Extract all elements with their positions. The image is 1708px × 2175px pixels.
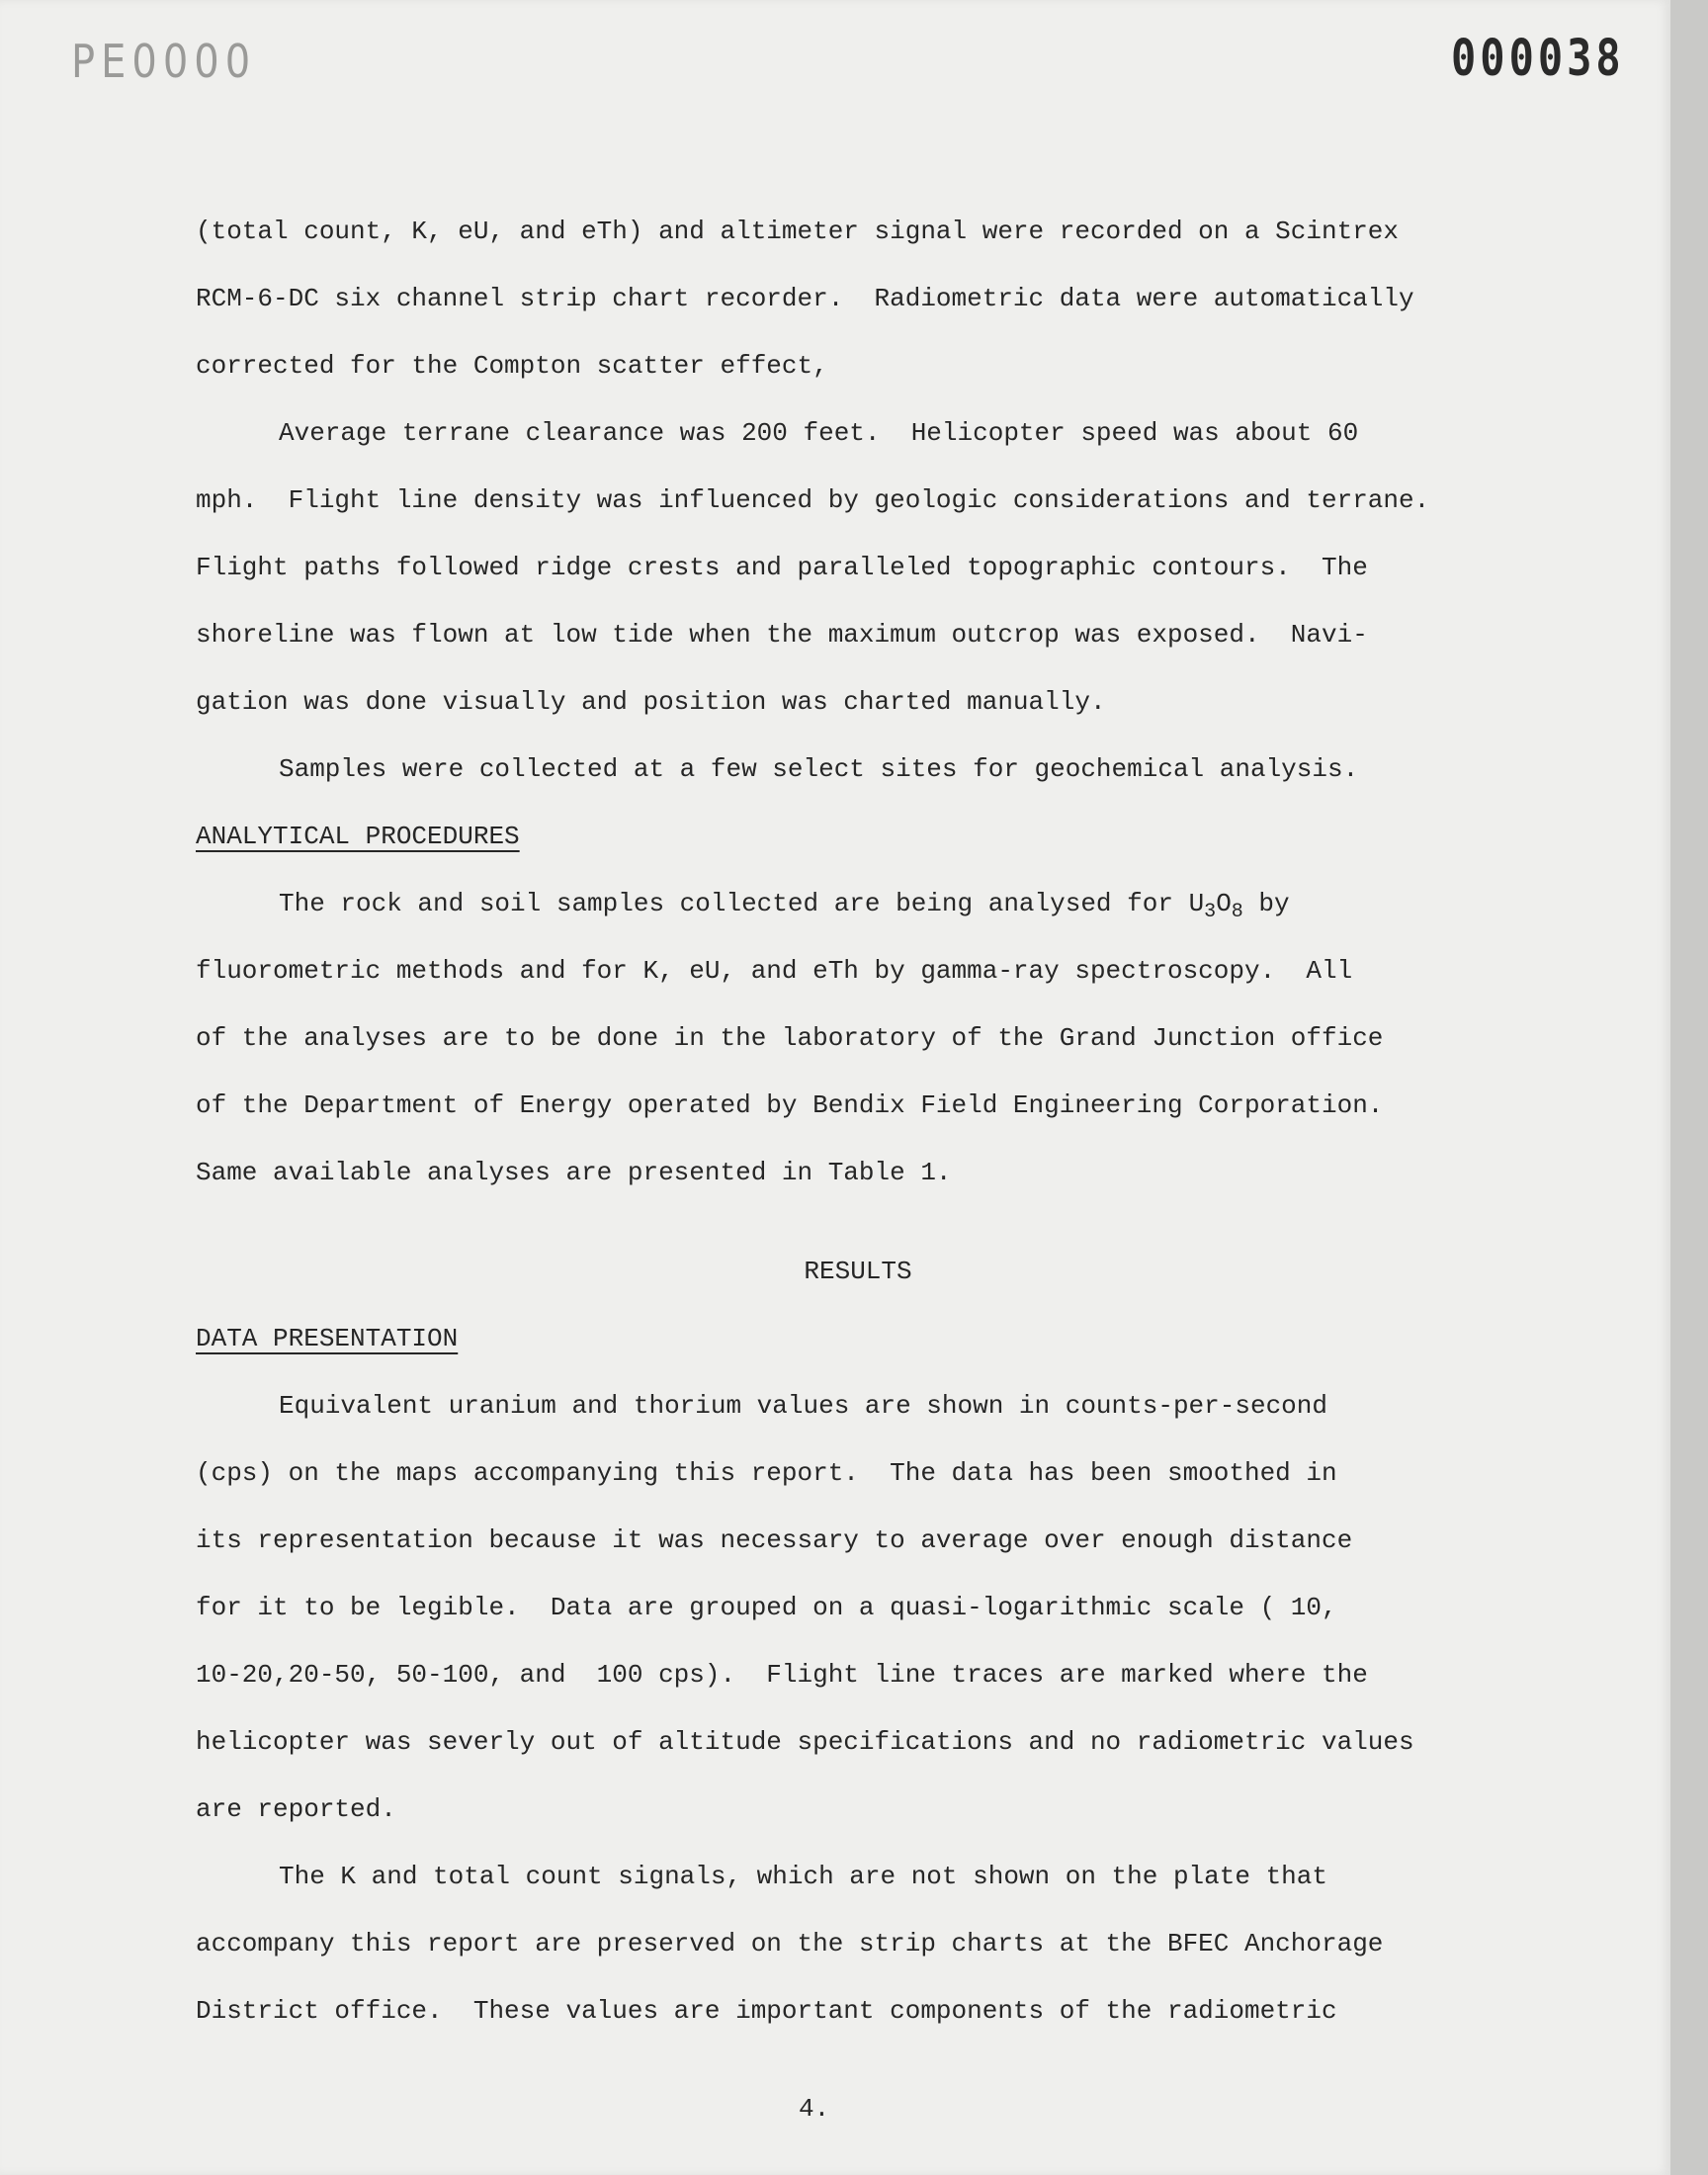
text-line: fluorometric methods and for K, eU, and eTh by gamma-ray spectroscopy. All bbox=[196, 956, 1353, 986]
formula-u-subscript: 3 bbox=[1204, 901, 1217, 923]
text-line: (total count, K, eU, and eTh) and altimeter signal were recorded on a Scintrex bbox=[196, 217, 1399, 246]
text-line: its representation because it was necessary to average over enough distance bbox=[196, 1525, 1353, 1555]
formula-u: U bbox=[1188, 889, 1205, 918]
document-number-stamp: 000038 bbox=[1451, 29, 1625, 87]
text-line: Equivalent uranium and thorium values are shown in counts-per-second bbox=[279, 1391, 1327, 1421]
text-line: Samples were collected at a few select sites for geochemical analysis. bbox=[279, 754, 1359, 784]
text-line: The K and total count signals, which are not shown on the plate that bbox=[279, 1862, 1327, 1891]
text-line: for it to be legible. Data are grouped on a quasi-logarithmic scale ( 10, bbox=[196, 1593, 1337, 1622]
text-line: District office. These values are important components of the radiometric bbox=[196, 1996, 1337, 2026]
text-line: RCM-6-DC six channel strip chart recorder. Radiometric data were automatically bbox=[196, 284, 1414, 313]
text-fragment: The rock and soil samples collected are being analysed for bbox=[279, 889, 1189, 918]
page-number: 4. bbox=[799, 2094, 830, 2124]
text-line: helicopter was severly out of altitude specifications and no radiometric values bbox=[196, 1727, 1414, 1757]
text-line: shoreline was flown at low tide when the maximum outcrop was exposed. Navi- bbox=[196, 620, 1368, 650]
results-heading: RESULTS bbox=[804, 1257, 912, 1286]
section-heading-data-presentation bbox=[196, 1315, 1560, 1382]
text-line: are reported. bbox=[196, 1794, 396, 1824]
text-line: corrected for the Compton scatter effect, bbox=[196, 351, 828, 381]
document-body bbox=[196, 208, 1560, 2054]
formula-o-subscript: 8 bbox=[1231, 901, 1243, 923]
text-line: Average terrane clearance was 200 feet. Helicopter speed was about 60 bbox=[279, 418, 1359, 448]
section-heading-analytical bbox=[196, 813, 1560, 880]
text-line: mph. Flight line density was influenced by geologic considerations and terrane. bbox=[196, 485, 1430, 515]
formula-o: O bbox=[1216, 889, 1232, 918]
heading-text: ANALYTICAL PROCEDURES bbox=[196, 822, 520, 851]
text-line: 10-20,20-50, 50-100, and 100 cps). Flight line traces are marked where the bbox=[196, 1660, 1368, 1690]
text-line: Same available analyses are presented in Table 1. bbox=[196, 1158, 952, 1187]
text-line: of the Department of Energy operated by Bendix Field Engineering Corporation. bbox=[196, 1090, 1384, 1120]
text-line: (cps) on the maps accompanying this report. The data has been smoothed in bbox=[196, 1458, 1337, 1488]
text-line bbox=[196, 880, 1560, 947]
text-fragment: by bbox=[1242, 889, 1290, 918]
left-stamp: PE0000 bbox=[71, 36, 257, 89]
spacer bbox=[196, 1216, 1560, 1248]
heading-text: DATA PRESENTATION bbox=[196, 1324, 459, 1353]
text-line: of the analyses are to be done in the laboratory of the Grand Junction office bbox=[196, 1023, 1384, 1053]
text-line: accompany this report are preserved on the strip charts at the BFEC Anchorage bbox=[196, 1929, 1384, 1958]
text-line: gation was done visually and position was charted manually. bbox=[196, 687, 1106, 717]
text-line: Flight paths followed ridge crests and paralleled topographic contours. The bbox=[196, 553, 1368, 582]
